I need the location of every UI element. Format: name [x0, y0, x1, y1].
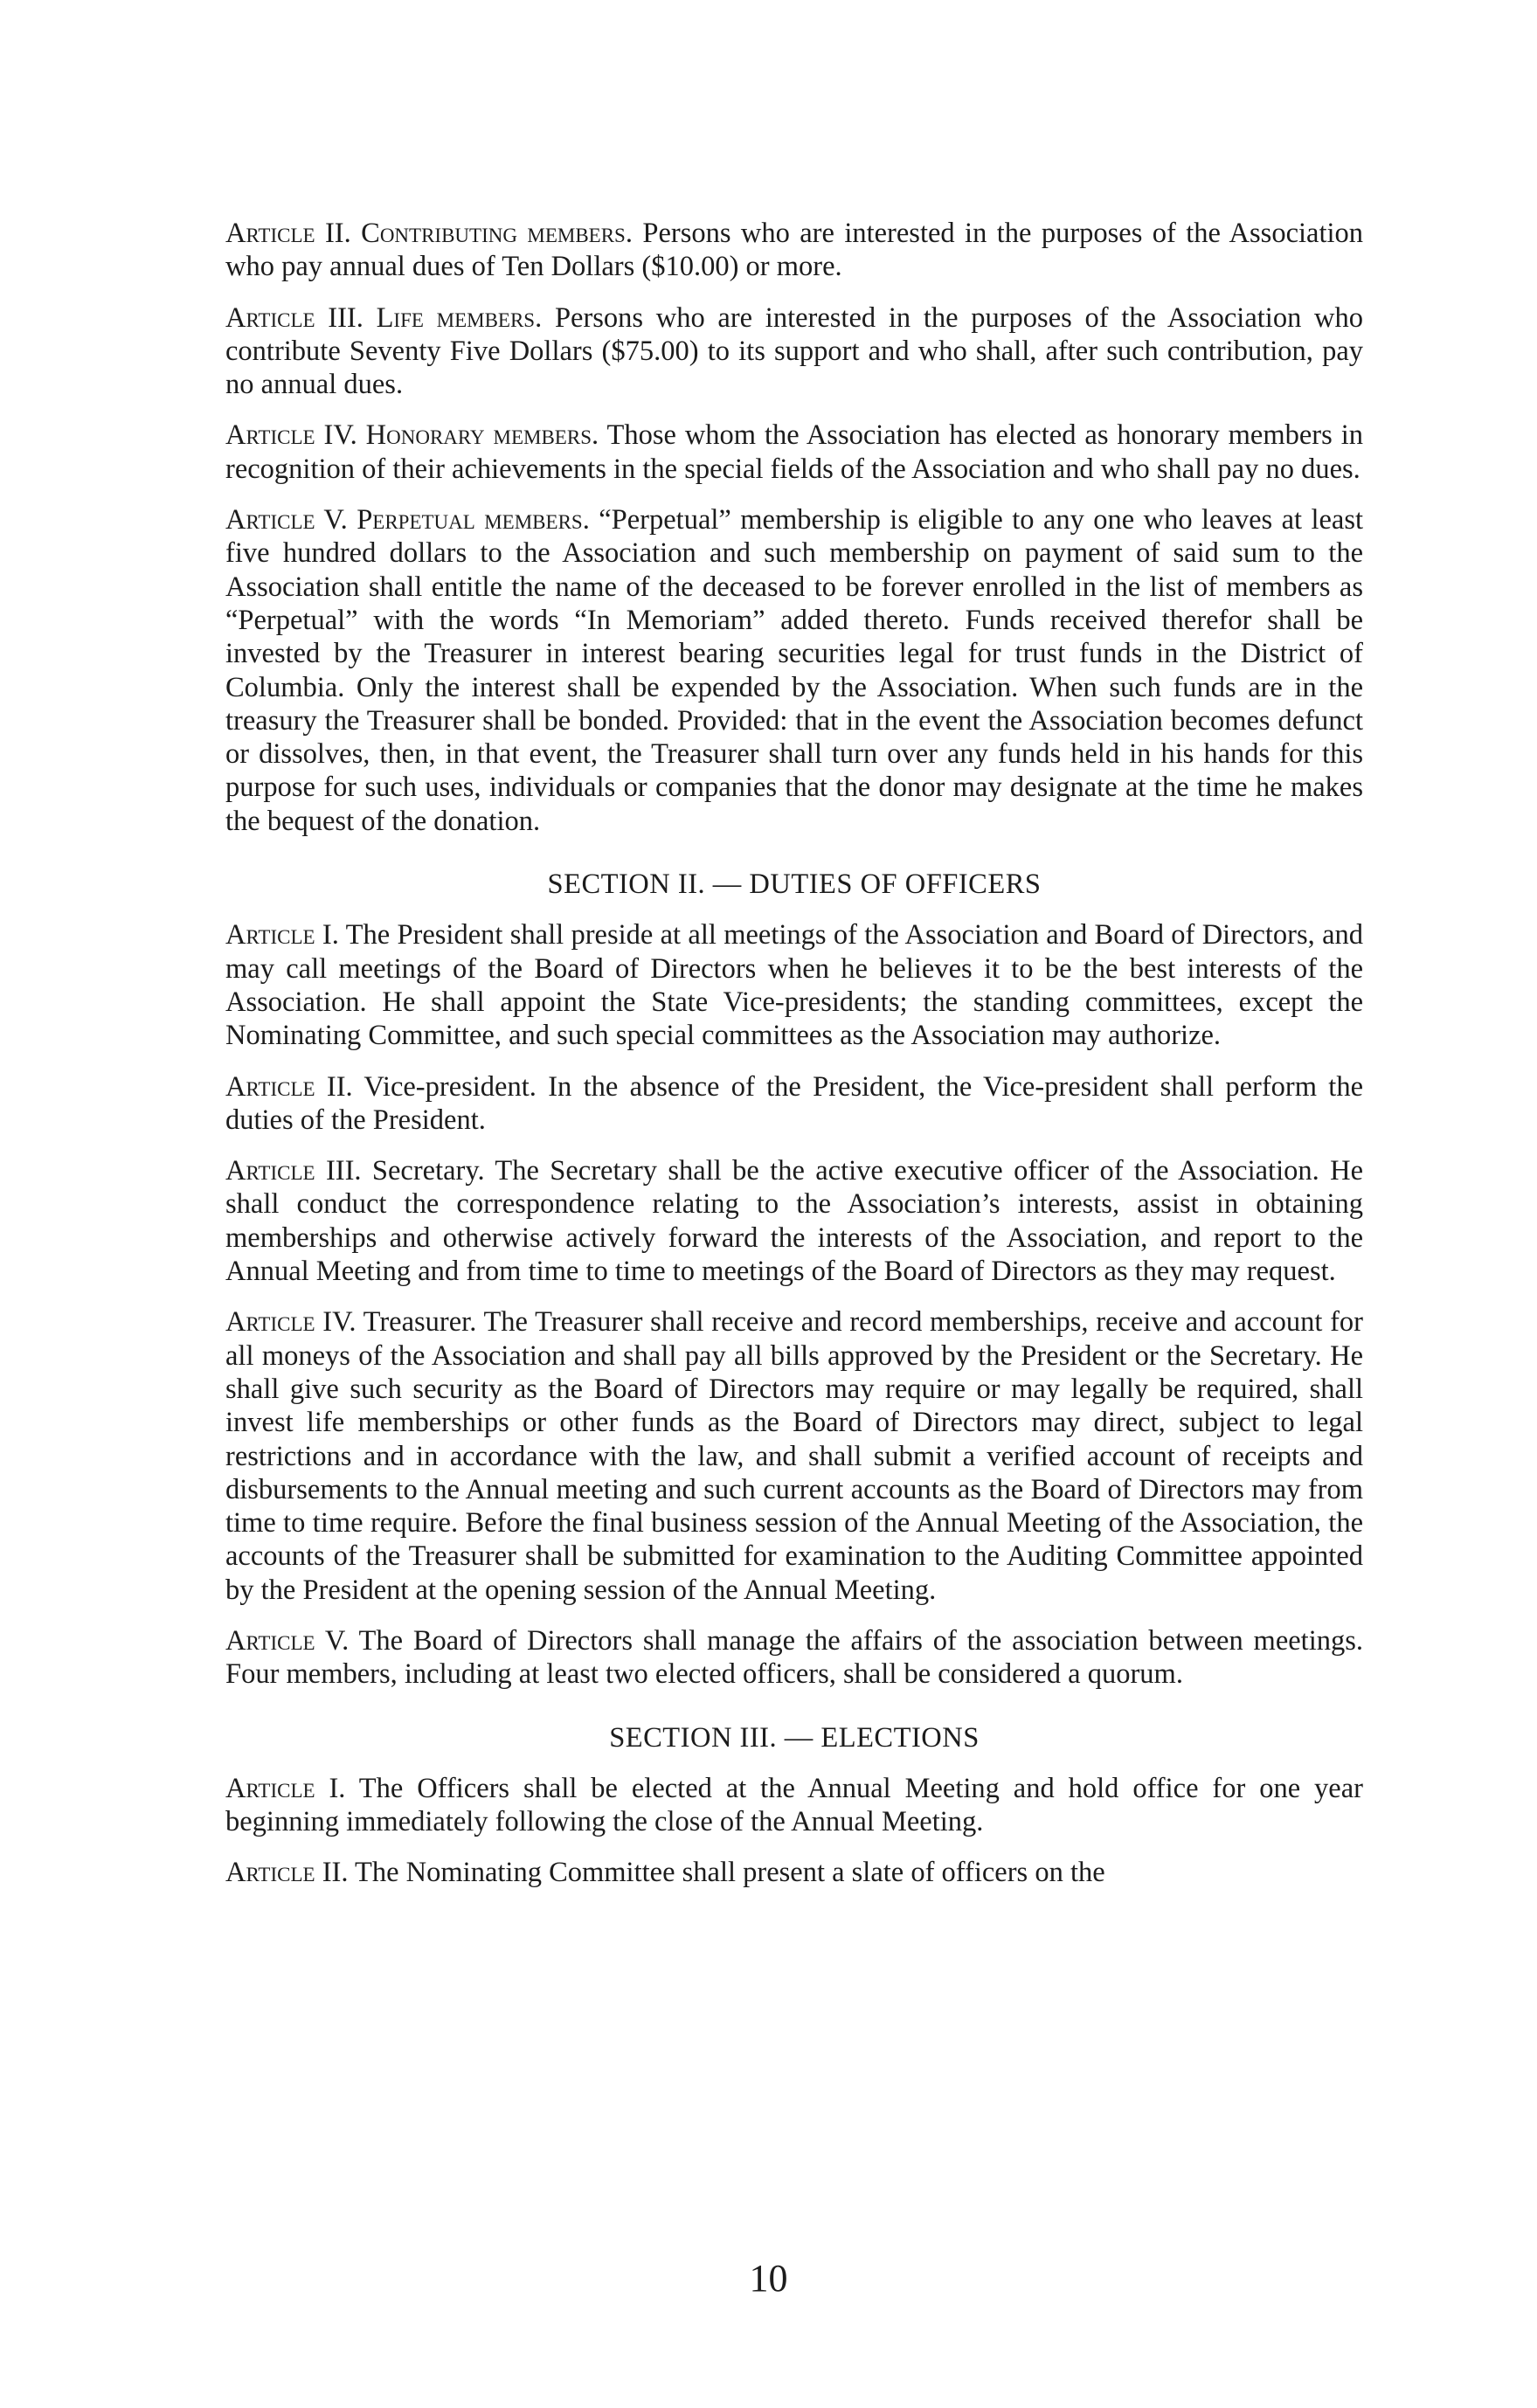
article-text: The Officers shall be elected at the Annual Meeting and hold office for one year beginning immediately following the close of the Annual Meeting. — [225, 1772, 1363, 1838]
article-text: Vice-president. In the absence of the President, the Vice-president shall perform the duties of the President. — [225, 1070, 1364, 1136]
article-text: The President shall preside at all meetings of the Association and Board of Directors, and may call meetings of the Board of Directors when he believes it to be the best interests of the Association. He shall appoint the State Vice-presidents; the standing committees, except the Nominating Committee, and such special committees as the Association may authorize. — [225, 919, 1363, 1052]
article-text: The Nominating Committee shall present a slate of officers on the — [355, 1857, 1105, 1889]
article-text: Persons who are interested in the purposes of the Association who pay annual dues of Ten Dollars ($10.00) or more. — [225, 218, 1364, 283]
article-text: Secretary. The Secretary shall be the active executive officer of the Association. He shall conduct the correspondence relating to the Association’s interests, assist in obtaining memberships and otherwise actively forward the interests of the Association, and report to the Annual Meeting and from time to time to meetings of the Board of Directors as they may request. — [225, 1155, 1364, 1288]
article-lead: Article II. — [225, 1070, 353, 1103]
article-lead: Article IV. — [225, 1306, 357, 1339]
article-text: Persons who are interested in the purposes of the Association who contribute Seventy Five Dollars ($75.00) to its support and who shall, after such contribution, pay no annual dues. — [225, 301, 1363, 401]
article-text: “Perpetual” membership is eligible to any one who leaves at least five hundred dollars to the Association and such membership on payment of said sum to the Association shall entitle the name of the deceased to be forever enrolled in the list of members as “Perpetual” with the words “In Memoriam” added thereto. Funds received therefor shall be invested by the Treasurer in interest bearing securities legal for trust funds in the District of Columbia. Only the interest shall be expended by the Association. When such funds are in the treasury the Treasurer shall be bonded. Provided: that in the event the Association becomes defunct or dissolves, then, in that event, the Treasurer shall turn over any funds held in his hands for this purpose for such uses, individuals or companies that the donor may designate at the time he makes the bequest of the donation. — [225, 504, 1364, 837]
article-lead: Article III. Life members. — [225, 301, 543, 334]
article-life-members — [225, 301, 1363, 402]
section-heading-duties-of-officers: SECTION II. — DUTIES OF OFFICERS — [547, 868, 1042, 901]
page-number: 10 — [749, 2257, 788, 2300]
article-lead: Article V. — [225, 1624, 350, 1657]
article-lead: Article IV. Honorary members. — [225, 419, 599, 452]
article-officers-elected — [225, 1772, 1363, 1839]
article-president — [225, 918, 1363, 1052]
article-lead: Article II. — [225, 1857, 349, 1889]
article-lead: Article I. — [225, 919, 339, 951]
article-lead: Article III. — [225, 1155, 362, 1187]
article-vice-president — [225, 1070, 1363, 1138]
article-board-of-directors — [225, 1624, 1363, 1692]
article-text: Those whom the Association has elected as honorary members in recognition of their achievements in the special fields of the Association and who shall pay no dues. — [225, 419, 1363, 485]
article-text: The Board of Directors shall manage the affairs of the association between meetings. Four members, including at least two elected officers, shall be considered a quorum. — [225, 1624, 1364, 1691]
article-treasurer — [225, 1305, 1363, 1607]
article-secretary — [225, 1154, 1363, 1288]
article-lead: Article I. — [225, 1772, 346, 1804]
article-perpetual-members — [225, 503, 1363, 838]
article-lead: Article V. Perpetual members. — [225, 504, 590, 536]
section-heading-elections: SECTION III. — ELECTIONS — [609, 1721, 980, 1754]
document-page — [225, 217, 1363, 1907]
article-lead: Article II. Contributing members. — [225, 218, 633, 249]
article-text: Treasurer. The Treasurer shall receive and record memberships, receive and account for all moneys of the Association and shall pay all bills approved by the President or the Secretary. He shall give such security as the Board of Directors may require or may legally be required, shall invest life memberships or other funds as the Board of Directors may direct, subject to legal restrictions and in accordance with the law, and shall submit a verified account of receipts and disbursements to the Annual meeting and such current accounts as the Board of Directors may from time to time require. Before the final business session of the Annual Meeting of the Association, the accounts of the Treasurer shall be submitted for examination to the Auditing Committee appointed by the President at the opening session of the Annual Meeting. — [225, 1306, 1363, 1606]
article-honorary-members — [225, 419, 1363, 486]
article-contributing-members — [225, 217, 1363, 284]
article-nominating-committee — [225, 1856, 1363, 1889]
